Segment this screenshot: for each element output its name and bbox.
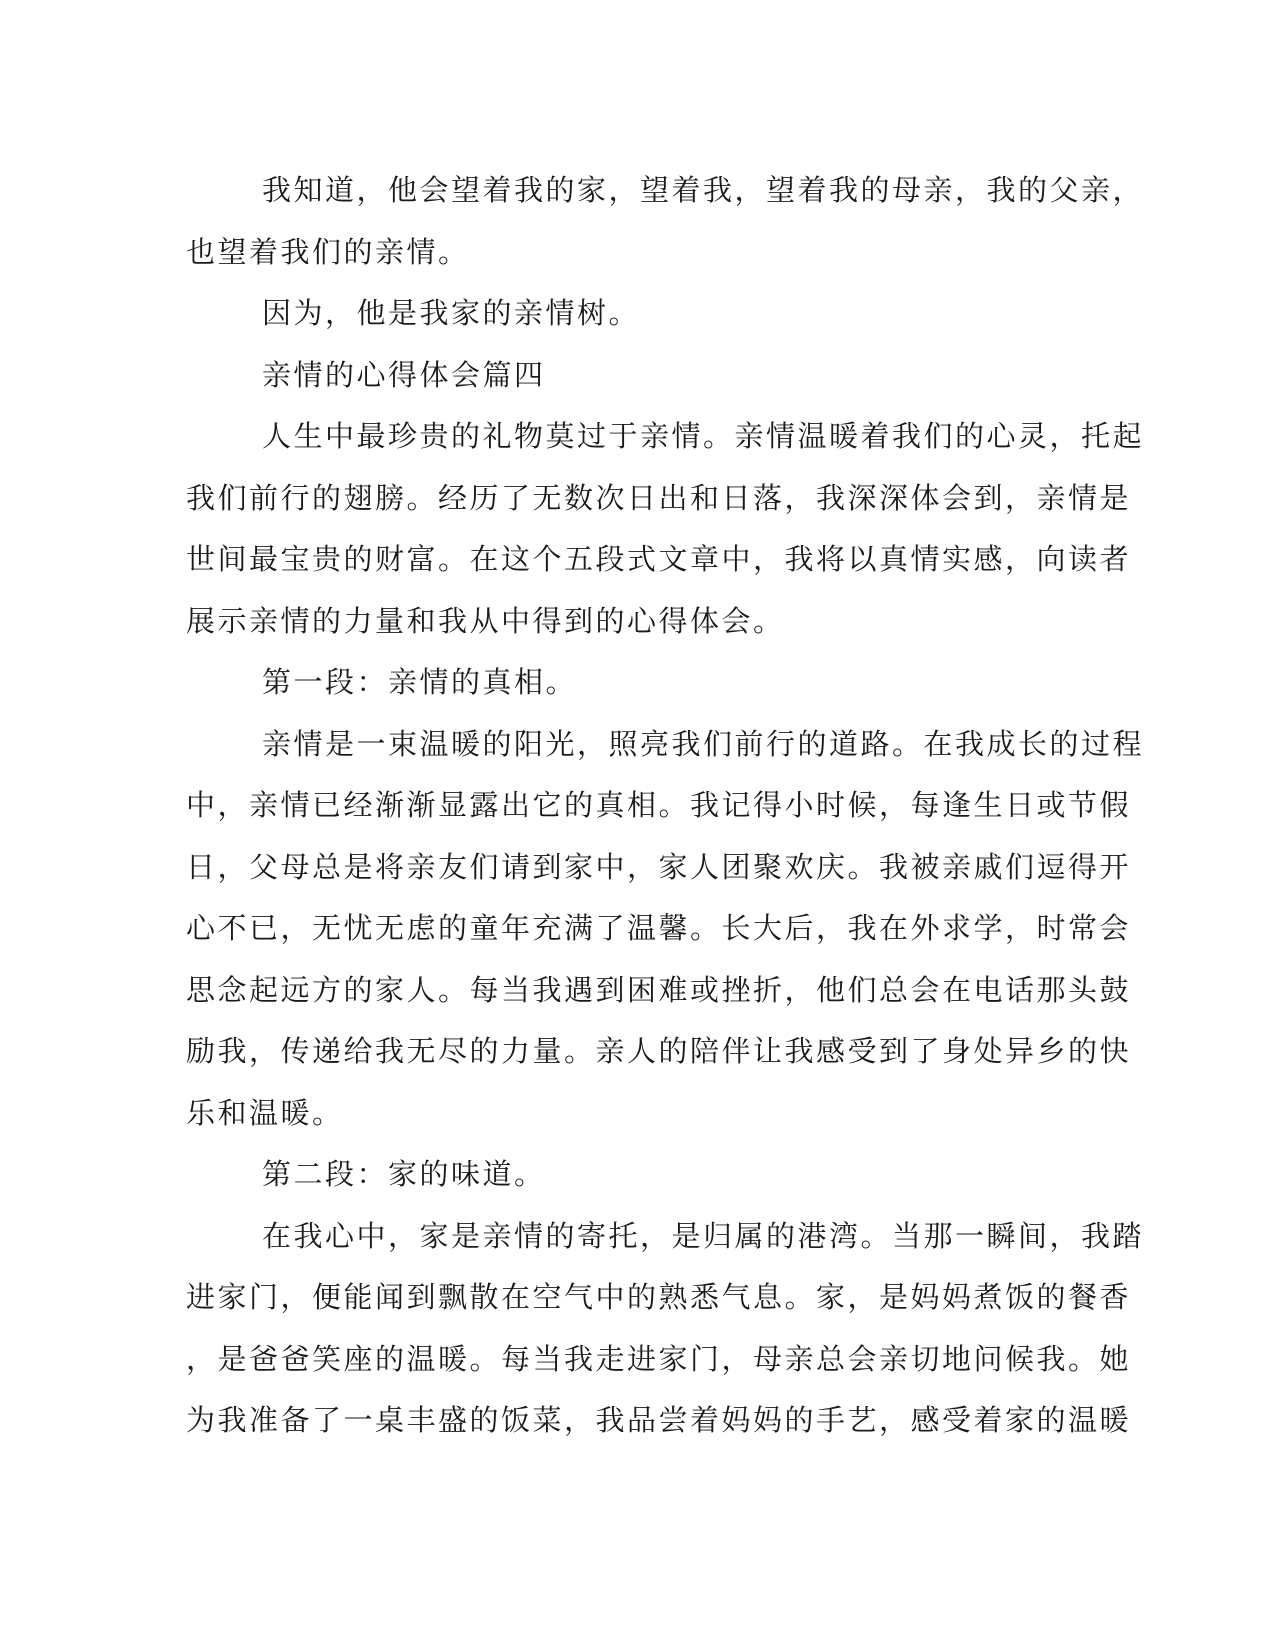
text-line: 为我准备了一桌丰盛的饭菜，我品尝着妈妈的手艺，感受着家的温暖: [186, 1403, 1132, 1437]
text-line: 中，亲情已经渐渐显露出它的真相。我记得小时候，每逢生日或节假: [186, 788, 1132, 822]
text-line: 因为，他是我家的亲情树。: [262, 296, 641, 330]
text-line: 乐和温暖。: [186, 1095, 344, 1130]
text-line: 在我心中，家是亲情的寄托，是归属的港湾。当那一瞬间，我踏: [262, 1218, 1145, 1253]
text-line: 世间最宝贵的财富。在这个五段式文章中，我将以真情实感，向读者: [186, 542, 1132, 576]
text-line: 我们前行的翅膀。经历了无数次日出和日落，我深深体会到，亲情是: [186, 480, 1132, 515]
text-line: 我知道，他会望着我的家，望着我，望着我的母亲，我的父亲，: [262, 173, 1145, 207]
text-line: 思念起远方的家人。每当我遇到困难或挫折，他们总会在电话那头鼓: [186, 972, 1132, 1007]
text-line: 人生中最珍贵的礼物莫过于亲情。亲情温暖着我们的心灵，托起: [262, 419, 1145, 453]
text-line: 亲情是一束温暖的阳光，照亮我们前行的道路。在我成长的过程: [262, 726, 1145, 761]
paragraph-heading: 第二段：家的味道。: [262, 1157, 546, 1191]
text-line: 日，父母总是将亲友们请到家中，家人团聚欢庆。我被亲戚们逗得开: [186, 849, 1132, 884]
document-body: [186, 160, 1145, 1452]
text-line: 展示亲情的力量和我从中得到的心得体会。: [186, 603, 785, 638]
text-line: 也望着我们的亲情。: [186, 234, 470, 269]
section-heading: 亲情的心得体会篇四: [262, 357, 546, 392]
paragraph-heading: 第一段：亲情的真相。: [262, 665, 578, 699]
text-line: 心不已，无忧无虑的童年充满了温馨。长大后，我在外求学，时常会: [186, 911, 1132, 945]
text-line: 进家门，便能闻到飘散在空气中的熟悉气息。家，是妈妈煮饭的餐香: [186, 1280, 1132, 1314]
text-line: 励我，传递给我无尽的力量。亲人的陪伴让我感受到了身处异乡的快: [186, 1034, 1132, 1068]
text-line: ，是爸爸笑座的温暖。每当我走进家门，母亲总会亲切地问候我。她: [186, 1341, 1132, 1376]
